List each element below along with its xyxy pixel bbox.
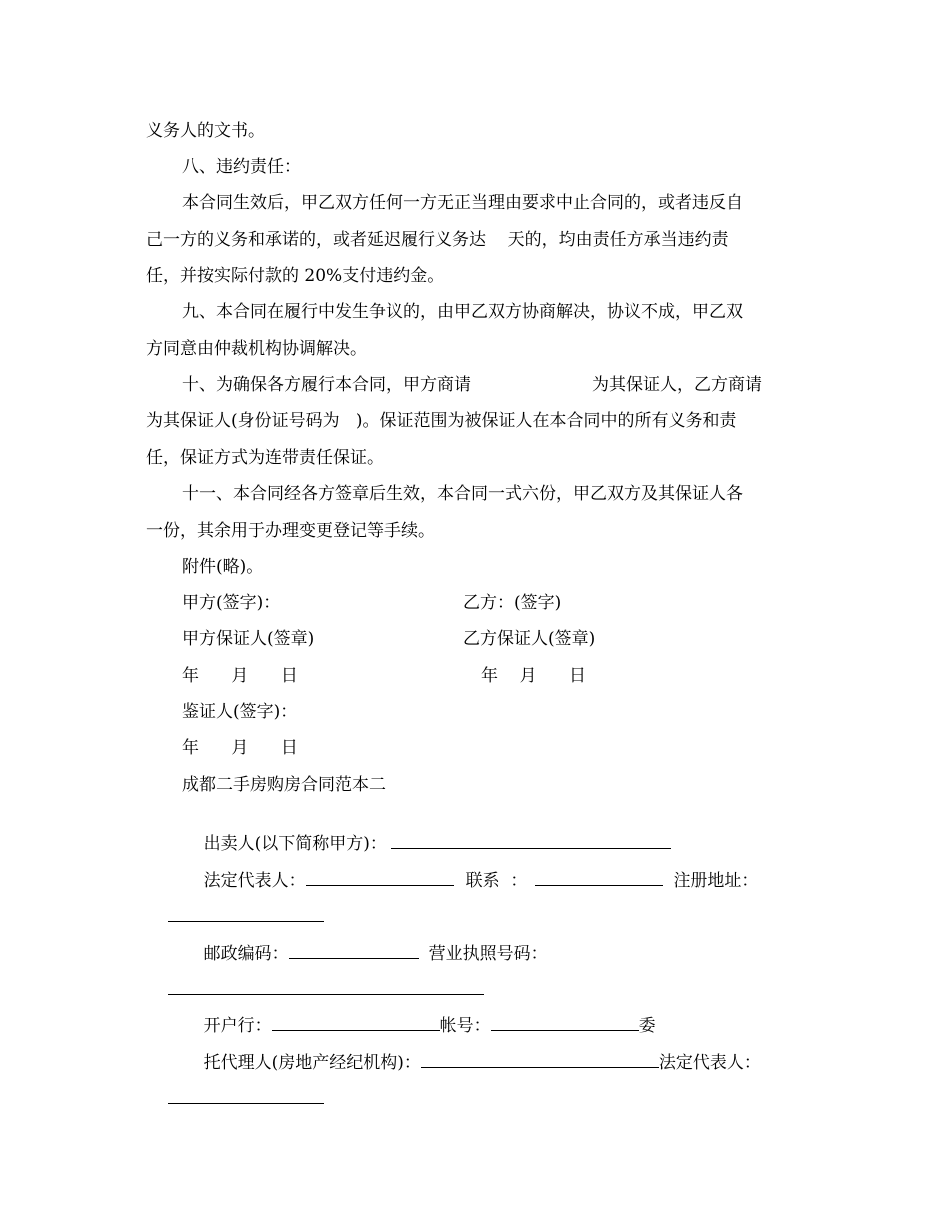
contract-title: 成都二手房购房合同范本二 xyxy=(182,775,386,795)
license-label: 营业执照号码： xyxy=(428,944,548,964)
text-line: 十、为确保各方履行本合同，甲方商请 xyxy=(182,375,471,395)
text-line: 本合同生效后，甲乙双方任何一方无正当理由要求中止合同的，或者违反自 xyxy=(182,193,743,213)
witness-label: 鉴证人(签字)： xyxy=(182,702,298,722)
bank-label: 开户行： xyxy=(203,1016,272,1036)
text-line: 义务人的文书。 xyxy=(146,121,265,141)
agent-blank[interactable] xyxy=(421,1051,659,1068)
text-line: 九、本合同在履行中发生争议的，由甲乙双方协商解决，协议不成，甲乙双 xyxy=(182,302,743,322)
postcode-label: 邮政编码： xyxy=(203,944,289,964)
contact-label: 联系 ： xyxy=(465,871,528,891)
agent-legal-rep-blank[interactable] xyxy=(168,1087,324,1104)
text-line xyxy=(182,847,759,891)
guarantor-label-party-b: 乙方保证人(签章) xyxy=(463,629,596,649)
text-line: 任，并按实际付款的 20%支付违约金。 xyxy=(146,266,445,286)
legal-rep-blank[interactable] xyxy=(306,869,454,886)
text-line: 附件(略)。 xyxy=(182,557,264,577)
text-line: 己一方的义务和承诺的，或者延迟履行义务达 天的，均由责任方承当违约责 xyxy=(146,230,729,250)
legal-rep-label: 法定代表人： xyxy=(203,871,306,891)
text-line xyxy=(182,920,548,964)
seller-label: 出卖人(以下简称甲方)： xyxy=(203,834,387,854)
date-line: 年 月 日 xyxy=(182,738,298,758)
text-line xyxy=(146,883,324,905)
text-line xyxy=(182,810,671,854)
text-line: 为其保证人，乙方商请 xyxy=(592,375,762,395)
text-line xyxy=(146,956,484,978)
text-line xyxy=(182,992,656,1036)
text-line xyxy=(146,1065,324,1087)
guarantor-label-party-a: 甲方保证人(签章) xyxy=(182,629,315,649)
text-line: 任，保证方式为连带责任保证。 xyxy=(146,448,384,468)
text-line xyxy=(182,1029,761,1073)
text-line: 一份，其余用于办理变更登记等手续。 xyxy=(146,521,435,541)
signature-label-party-b: 乙方：(签字) xyxy=(463,593,562,613)
section-heading: 八、违约责任： xyxy=(182,157,301,177)
text-line: 方同意由仲裁机构协调解决。 xyxy=(146,339,367,359)
date-line: 年 月 日 xyxy=(481,666,587,686)
text-line: 十一、本合同经各方签章后生效，本合同一式六份，甲乙双方及其保证人各 xyxy=(182,484,743,504)
agent-legal-rep-label: 法定代表人： xyxy=(658,1053,761,1073)
date-line: 年 月 日 xyxy=(182,666,298,686)
contact-blank[interactable] xyxy=(535,869,663,886)
agent-label: 托代理人(房地产经纪机构)： xyxy=(203,1053,421,1073)
text-line: 为其保证人(身份证号码为 )。保证范围为被保证人在本合同中的所有义务和责 xyxy=(146,411,737,431)
address-label: 注册地址： xyxy=(673,871,759,891)
signature-label-party-a: 甲方(签字)： xyxy=(182,593,281,613)
account-label: 帐号： xyxy=(439,1016,491,1036)
text-fragment: 委 xyxy=(638,1016,656,1036)
